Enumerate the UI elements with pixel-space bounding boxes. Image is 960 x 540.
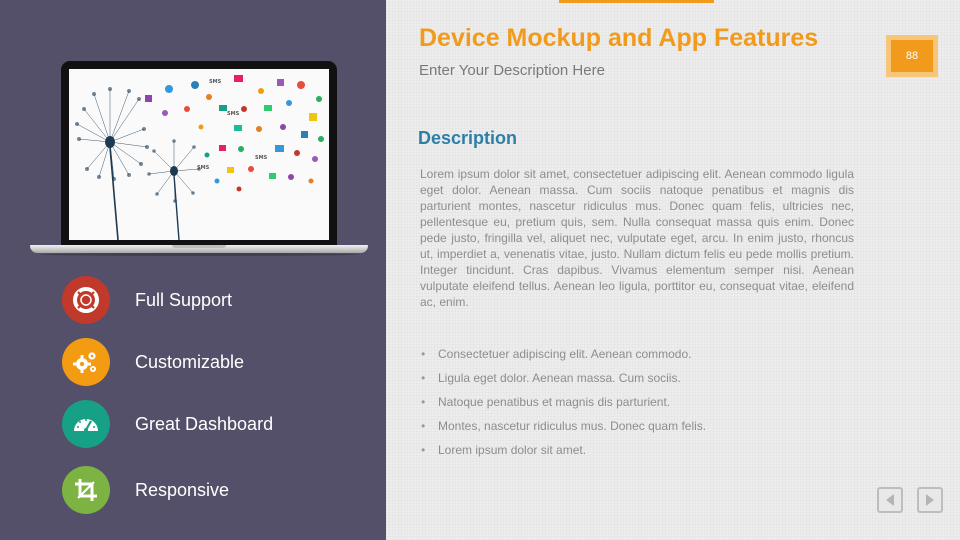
bullet-text: Lorem ipsum dolor sit amet. (438, 443, 587, 457)
laptop-shadow (40, 253, 358, 256)
list-item (420, 392, 850, 416)
slide-title: Device Mockup and App Features (419, 24, 819, 52)
feature-great-dashboard (62, 400, 273, 448)
list-item (420, 368, 850, 392)
bullet-text: Consectetuer adipiscing elit. Aenean commodo. (438, 347, 692, 361)
feature-full-support (62, 276, 232, 324)
crop-icon (71, 475, 101, 505)
slide-subtitle: Enter Your Description Here (419, 62, 605, 79)
bullet-dot-icon: • (421, 371, 426, 385)
page-number: 88 (891, 40, 933, 72)
gears-icon (71, 347, 101, 377)
laptop-screen (69, 69, 329, 240)
list-item (420, 344, 850, 368)
feature-icon-circle (62, 276, 110, 324)
feature-icon-circle (62, 338, 110, 386)
sms-label: SMS (255, 155, 268, 161)
feature-customizable (62, 338, 244, 386)
feature-icon-circle (62, 400, 110, 448)
sms-label: SMS (209, 79, 222, 85)
bullet-text: Natoque penatibus et magnis dis parturient. (438, 395, 671, 409)
feature-label: Customizable (135, 351, 245, 372)
bullet-dot-icon: • (421, 419, 426, 433)
laptop-mockup (61, 61, 337, 247)
page-number-badge (886, 35, 938, 77)
list-item (420, 440, 850, 464)
list-item (420, 416, 850, 440)
top-accent-bar (559, 0, 714, 3)
bullet-text: Ligula eget dolor. Aenean massa. Cum sociis. (438, 371, 681, 385)
feature-label: Great Dashboard (135, 413, 274, 434)
sms-label: SMS (197, 165, 210, 171)
bullet-dot-icon: • (421, 443, 426, 457)
feature-icon-circle (62, 466, 110, 514)
bullet-dot-icon: • (421, 395, 426, 409)
bullet-dot-icon: • (421, 347, 426, 361)
triangle-right-icon (924, 493, 936, 507)
dashboard-gauge-icon (71, 409, 101, 439)
feature-label: Responsive (135, 479, 230, 500)
lifebuoy-icon (71, 285, 101, 315)
bullet-text: Montes, nascetur ridiculus mus. Donec quam felis. (438, 419, 707, 433)
feature-label: Full Support (135, 289, 233, 310)
triangle-left-icon (884, 493, 896, 507)
feature-responsive (62, 466, 229, 514)
previous-slide-button[interactable] (877, 487, 903, 513)
next-slide-button[interactable] (917, 487, 943, 513)
description-body: Lorem ipsum dolor sit amet, consectetuer adipiscing elit. Aenean commodo ligula eget dolor. Aenean massa. Cum sociis natoque penatibus et magnis dis parturient montes, nascetur ridiculus mus. Donec quam felis, ultricies nec, pellentesque eu, pretium quis, sem. Nulla consequat massa quis enim. Donec pede justo, fringilla vel, aliquet nec, vulputate eget, arcu. In enim justo, rhoncus ut, imperdiet a, venenatis vitae, justo. Nullam dictum felis eu pede mollis pretium. Integer tincidunt. Cras dapibus. Vivamus elementum semper nisi. Aenean vulputate eleifend tellus. Aenean leo ligula, porttitor eu, consequat vitae, eleifend ac, enim. (420, 167, 854, 309)
sms-label: SMS (227, 111, 240, 117)
laptop-notch (172, 245, 226, 248)
bullet-list (420, 344, 850, 464)
description-heading: Description (418, 128, 518, 148)
dandelion-app-icons-image (69, 69, 329, 240)
